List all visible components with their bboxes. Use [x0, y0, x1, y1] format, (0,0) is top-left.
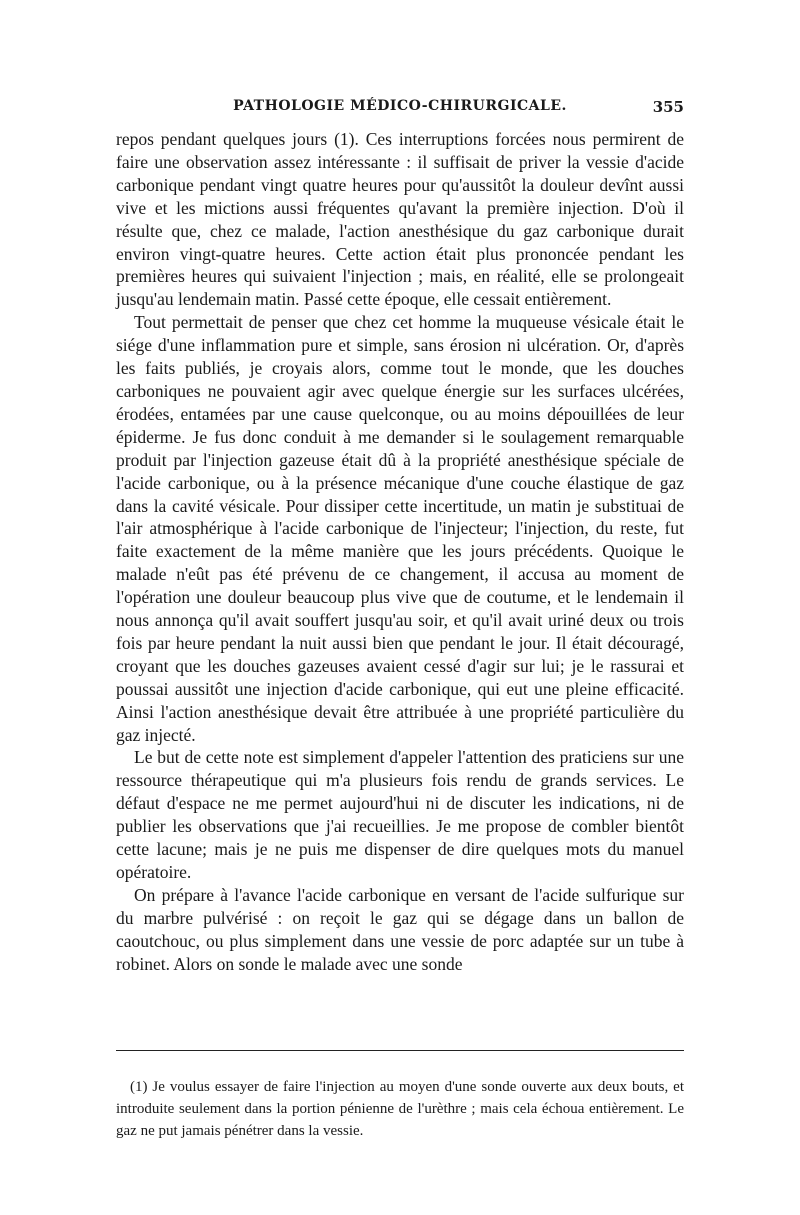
footnote-divider	[116, 1050, 684, 1051]
running-title: PATHOLOGIE MÉDICO-CHIRURGICALE.	[233, 98, 567, 114]
paragraph: repos pendant quelques jours (1). Ces interruptions forcées nous permirent de faire une observation assez intéressante : il suffisait de priver la vessie d'acide carbonique pendant vingt quatre heures pour qu'aussitôt la douleur devînt aussi vive et les mictions aussi fréquentes qu'avant la première injection. D'où il résulte que, chez ce malade, l'action anesthésique du gaz carbonique durait environ vingt-quatre heures. Cette action était plus prononcée pendant les premières heures qui suivaient l'injection ; mais, en réalité, elle se prolongeait jusqu'au lendemain matin. Passé cette époque, elle cessait entièrement.	[116, 129, 684, 310]
body-text	[116, 128, 684, 976]
paragraph: Tout permettait de penser que chez cet homme la muqueuse vésicale était le siége d'une inflammation pure et simple, sans érosion ni ulcération. Or, d'après les faits publiés, je croyais alors, comme tout le monde, que les douches carboniques ne pouvaient agir avec quelque énergie sur les surfaces ulcérées, érodées, entamées par une cause quelconque, ou au moins dépouillées de leur épiderme. Je fus donc conduit à me demander si le soulagement remarquable produit par l'injection gazeuse était dû à la propriété anesthésique spéciale de l'acide carbonique, ou à la présence mécanique d'une couche élastique de gaz dans la cavité vésicale. Pour dissiper cette incertitude, un matin je substituai de l'air atmosphérique à l'acide carbonique de l'injecteur; l'injection, du reste, fut faite exactement de la même manière que les jours précédents. Quoique le malade n'eût pas été prévenu de ce changement, il accusa au moment de l'opération une douleur beaucoup plus vive que de coutume, et le lendemain il nous annonça qu'il avait souffert jusqu'au soir, et qu'il avait uriné deux ou trois fois par heure pendant la nuit aussi bien que pendant le jour. Il était découragé, croyant que les douches gazeuses avaient cessé d'agir sur lui; je le rassurai et poussai aussitôt une injection d'acide carbonique, qui eut une pleine efficacité. Ainsi l'action anesthésique devait être attribuée à une propriété particulière du gaz injecté.	[116, 312, 684, 745]
footnotes	[116, 1076, 684, 1142]
footnote: (1) Je voulus essayer de faire l'injection au moyen d'une sonde ouverte aux deux bouts, et introduite seulement dans la portion pénienne de l'urèthre ; mais cela échoua entièrement. Le gaz ne put jamais pénétrer dans la vessie.	[116, 1079, 684, 1139]
paragraph: On prépare à l'avance l'acide carbonique en versant de l'acide sulfurique sur du marbre pulvérisé : on reçoit le gaz qui se dégage dans un ballon de caoutchouc, ou plus simplement dans une vessie de porc adaptée sur un tube à robinet. Alors on sonde le malade avec une sonde	[116, 884, 684, 974]
page-number: 355	[652, 98, 684, 116]
page-header	[116, 98, 684, 122]
paragraph: Le but de cette note est simplement d'appeler l'attention des praticiens sur une ressource thérapeutique qui m'a plusieurs fois rendu de grands services. Le défaut d'espace ne me permet aujourd'hui ni de discuter les indications, ni de publier les observations que j'ai recueillies. Je me propose de combler bientôt cette lacune; mais je ne puis me dispenser de dire quelques mots du manuel opératoire.	[116, 747, 684, 882]
